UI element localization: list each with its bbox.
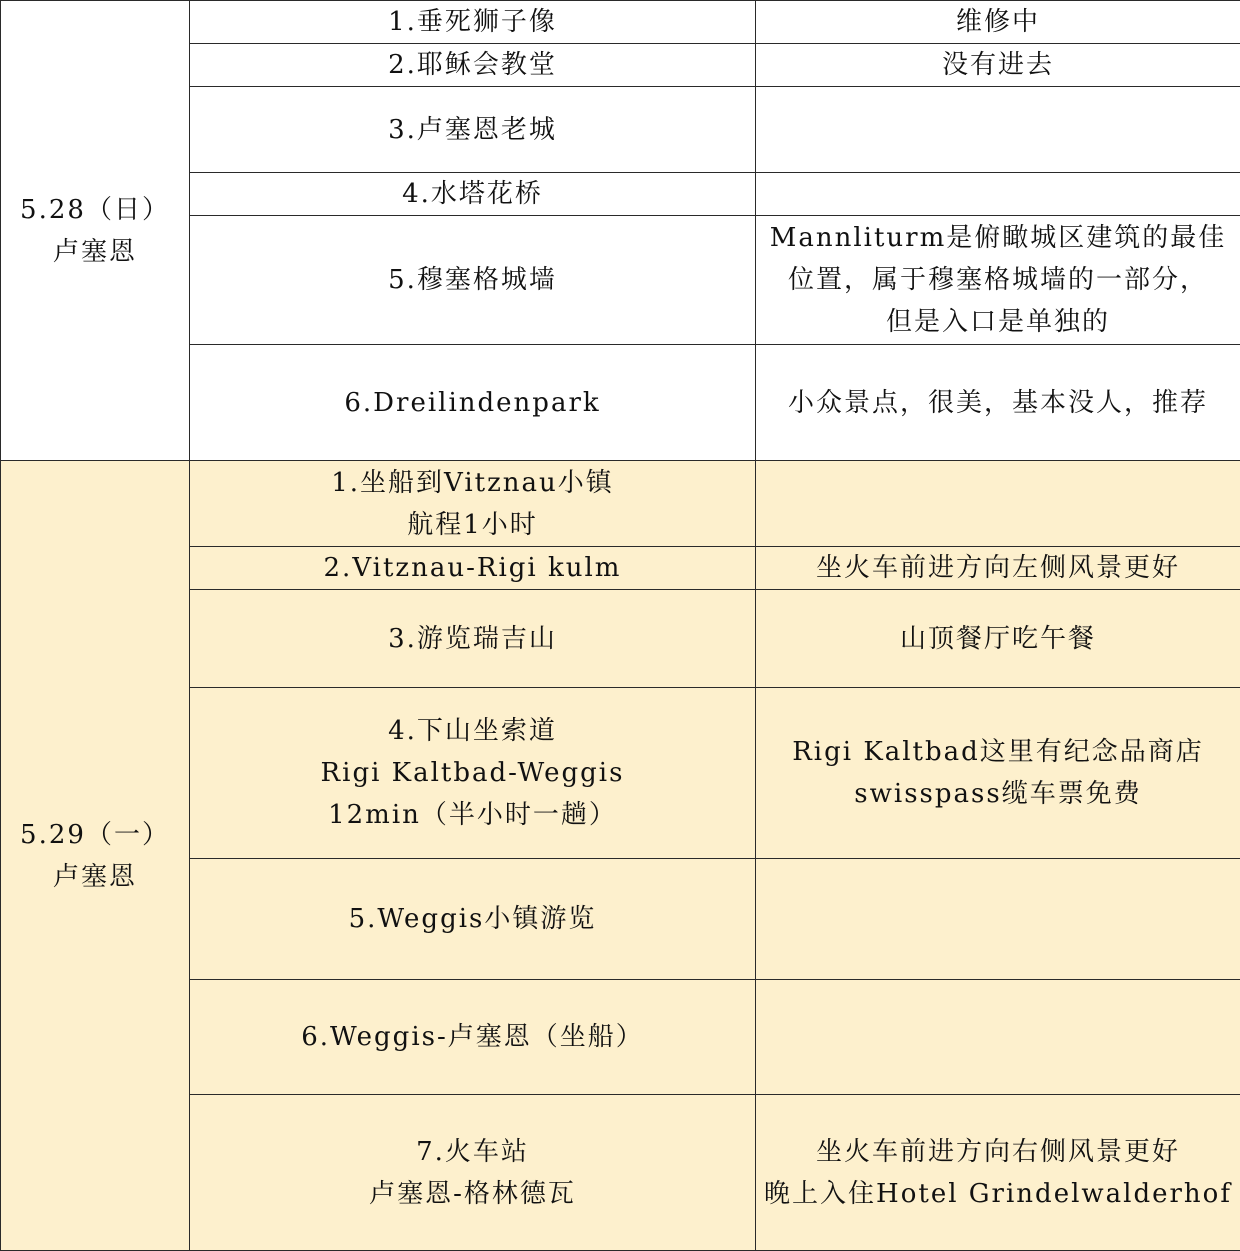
note-text: 位置，属于穆塞格城墙的一部分，: [787, 265, 1208, 295]
note-cell: [756, 461, 1240, 547]
table-row: [1, 1, 1240, 44]
itinerary-body: [1, 1, 1240, 1251]
activity-cell: [190, 547, 756, 590]
activity-text: 5.Weggis小镇游览: [348, 904, 597, 934]
day-cell: [1, 461, 190, 1251]
note-cell: [756, 688, 1240, 859]
activity-cell: [190, 461, 756, 547]
note-cell: [756, 44, 1240, 87]
activity-cell: [190, 44, 756, 87]
day-cell: [1, 1, 190, 461]
activity-text: 1.垂死狮子像: [388, 7, 557, 37]
note-cell: [756, 859, 1240, 980]
note-text: Rigi Kaltbad这里有纪念品商店: [792, 737, 1204, 767]
note-cell: [756, 345, 1240, 461]
day-city: 卢塞恩: [52, 861, 137, 892]
activity-text: 4.水塔花桥: [402, 179, 543, 209]
activity-cell: [190, 87, 756, 173]
activity-text: 2.Vitznau-Rigi kulm: [323, 553, 622, 583]
activity-text: 6.Weggis-卢塞恩（坐船）: [301, 1022, 644, 1052]
note-text: swisspass缆车票免费: [854, 779, 1142, 809]
note-text: Mannliturm是俯瞰城区建筑的最佳: [769, 223, 1227, 253]
activity-cell: [190, 1095, 756, 1251]
note-text: 坐火车前进方向右侧风景更好: [815, 1136, 1180, 1167]
activity-cell: [190, 173, 756, 216]
note-text: 坐火车前进方向左侧风景更好: [815, 553, 1180, 583]
note-text: 小众景点，很美，基本没人，推荐: [787, 387, 1208, 418]
table-row: [1, 461, 1240, 547]
note-cell: [756, 87, 1240, 173]
activity-text: 航程1小时: [407, 509, 538, 540]
note-cell: [756, 173, 1240, 216]
note-cell: [756, 547, 1240, 590]
note-text: 山顶餐厅吃午餐: [899, 623, 1096, 654]
activity-cell: [190, 345, 756, 461]
activity-text: 1.坐船到Vitznau小镇: [331, 467, 614, 498]
note-text: 但是入口是单独的: [885, 307, 1110, 337]
activity-cell: [190, 859, 756, 980]
day-date: 5.29（一）: [20, 819, 170, 850]
activity-text: 卢塞恩-格林德瓦: [369, 1178, 576, 1209]
day-date: 5.28（日）: [20, 194, 170, 225]
activity-text: 7.火车站: [416, 1136, 529, 1167]
note-cell: [756, 1, 1240, 44]
note-text: 晚上入住Hotel Grindelwalderhof: [764, 1178, 1232, 1209]
note-text: 没有进去: [941, 50, 1054, 80]
activity-text: 5.穆塞格城墙: [388, 265, 557, 295]
activity-cell: [190, 1, 756, 44]
activity-text: 3.游览瑞吉山: [388, 623, 557, 654]
note-cell: [756, 980, 1240, 1095]
note-cell: [756, 216, 1240, 345]
activity-cell: [190, 980, 756, 1095]
activity-text: Rigi Kaltbad-Weggis: [320, 758, 625, 788]
activity-text: 4.下山坐索道: [388, 716, 557, 746]
note-cell: [756, 1095, 1240, 1251]
activity-cell: [190, 590, 756, 688]
activity-cell: [190, 688, 756, 859]
activity-text: 2.耶稣会教堂: [388, 50, 557, 80]
activity-cell: [190, 216, 756, 345]
activity-text: 12min（半小时一趟）: [328, 800, 617, 830]
note-cell: [756, 590, 1240, 688]
day-city: 卢塞恩: [52, 236, 137, 267]
activity-text: 3.卢塞恩老城: [388, 114, 557, 145]
note-text: 维修中: [955, 7, 1040, 37]
activity-text: 6.Dreilindenpark: [344, 387, 601, 418]
